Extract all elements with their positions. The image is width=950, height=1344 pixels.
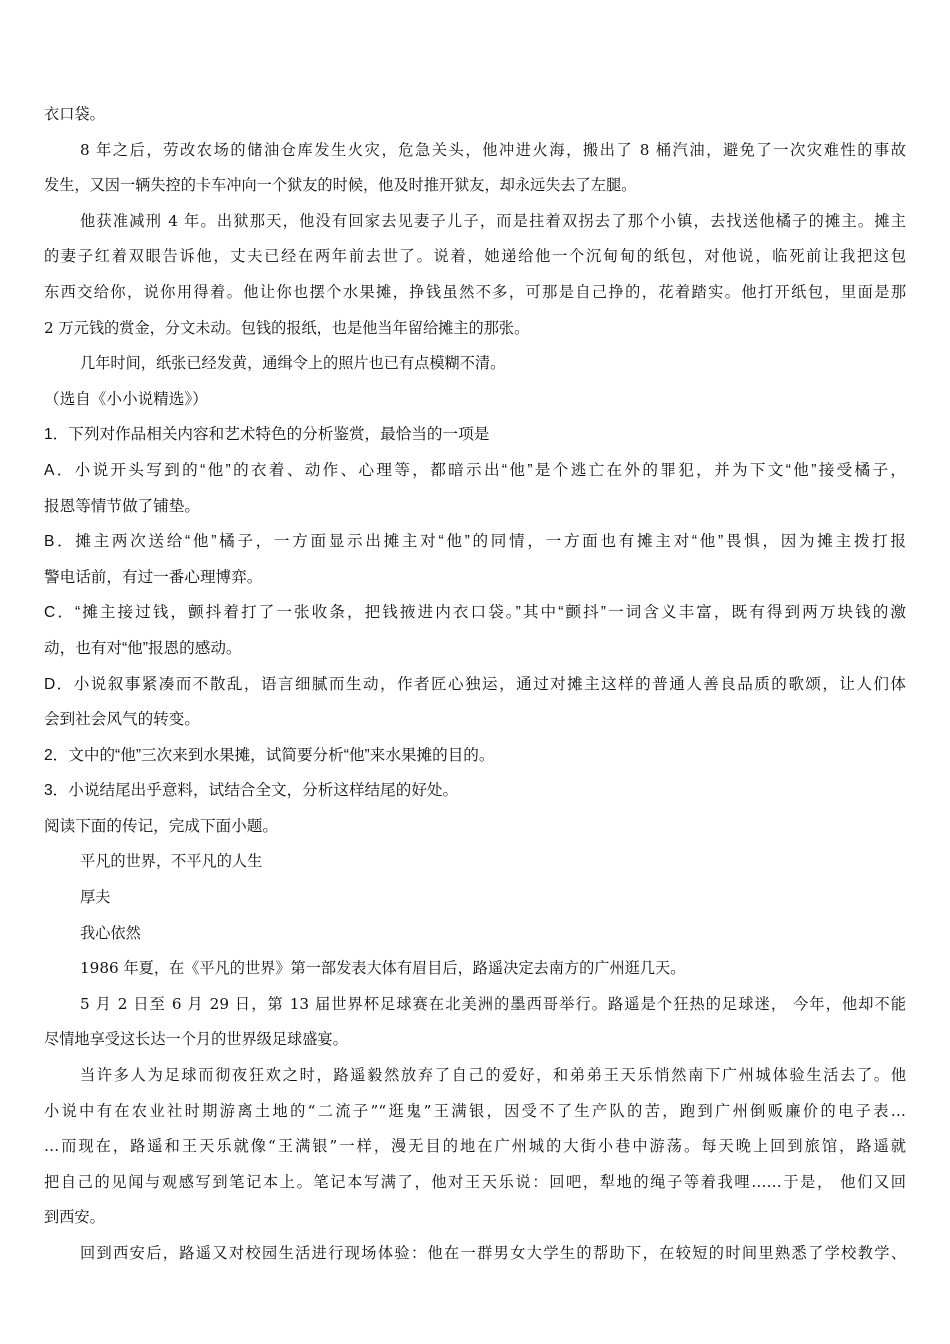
paragraph-line: 5 月 2 日至 6 月 29 日，第 13 届世界杯足球赛在北美洲的墨西哥举行。路遥是个狂热的足球迷， 今年，他却不能 xyxy=(80,994,906,1013)
paragraph-1986: 1986 年夏，在《平凡的世界》第一部发表大体有眉目后，路遥决定去南方的广州逛几天。 xyxy=(80,959,686,978)
question-3: 3．小说结尾出乎意料，试结合全文，分析这样结尾的好处。 xyxy=(44,782,459,800)
paragraph-line: …而现在，路遥和王天乐就像“王满银”一样，漫无目的地在广州城的大街小巷中游荡。每天晚上回到旅馆，路遥就 xyxy=(44,1137,906,1156)
option-line: B．摊主两次送给“他”橘子，一方面显示出摊主对“他”的同情，一方面也有摊主对“他”畏惧，因为摊主拨打报 xyxy=(44,533,906,551)
paragraph-xian: 回到西安后，路遥又对校园生活进行现场体验：他在一群男女大学生的帮助下，在较短的时间里熟悉了学校教学、 xyxy=(80,1244,906,1262)
biography-title: 平凡的世界，不平凡的人生 xyxy=(80,852,263,871)
paragraph-worldcup xyxy=(44,987,906,1058)
option-c xyxy=(44,595,906,666)
paragraph-line: 发生，又因一辆失控的卡车冲向一个狱友的时候，他及时推开狱友，却永远失去了左腿。 xyxy=(44,176,637,195)
paragraph-guangzhou xyxy=(44,1058,906,1236)
source-citation: （选自《小小说精选》） xyxy=(44,390,208,408)
paragraph-line: 2 万元钱的赏金，分文未动。包钱的报纸，也是他当年留给摊主的那张。 xyxy=(44,318,530,337)
paragraph-line: 尽情地享受这长达一个月的世界级足球盛宴。 xyxy=(44,1030,348,1049)
biography-author: 厚夫 xyxy=(80,888,111,907)
option-line: 动，也有对“他”报恩的感动。 xyxy=(44,639,242,657)
option-line: 报恩等情节做了铺垫。 xyxy=(44,497,200,515)
biography-section-heading: 我心依然 xyxy=(80,923,141,942)
paragraph-line: 的妻子红着双眼告诉他，丈夫已经在两年前去世了。说着，她递给他一个沉甸甸的纸包，对他说，临死前让我把这包 xyxy=(44,247,906,266)
reading-instruction: 阅读下面的传记，完成下面小题。 xyxy=(44,817,278,835)
story-continuation-line: 衣口袋。 xyxy=(44,105,105,123)
option-line: 会到社会风气的转变。 xyxy=(44,711,200,729)
paragraph-line: 他获准减刑 4 年。出狱那天，他没有回家去见妻子儿子，而是拄着双拐去了那个小镇，去找送他橘子的摊主。摊主 xyxy=(80,211,906,230)
paragraph-years: 几年时间，纸张已经发黄，通缉令上的照片也已有点模糊不清。 xyxy=(80,354,506,373)
question-2: 2．文中的“他”三次来到水果摊，试简要分析“他”来水果摊的目的。 xyxy=(44,746,495,764)
paragraph-fire xyxy=(44,133,906,204)
option-line: C．“摊主接过钱，颤抖着打了一张收条，把钱掖进内衣口袋。”其中“颤抖”一词含义丰富，既有得到两万块钱的激 xyxy=(44,604,906,622)
paragraph-release xyxy=(44,204,906,346)
paragraph-line: 到西安。 xyxy=(44,1208,105,1227)
paragraph-line: 小说中有在农业社时期游离土地的“二流子”“逛鬼”王满银，因受不了生产队的苦，跑到广州倒贩廉价的电子表… xyxy=(44,1101,906,1120)
paragraph-line: 把自己的见闻与观感写到笔记本上。笔记本写满了，他对王天乐说：回吧，犁地的绳子等着我哩……于是， 他们又回 xyxy=(44,1172,906,1191)
question-1-stem: 1．下列对作品相关内容和艺术特色的分析鉴赏，最恰当的一项是 xyxy=(44,426,490,444)
option-line: A．小说开头写到的“他”的衣着、动作、心理等，都暗示出“他”是个逃亡在外的罪犯，并为下文“他”接受橘子， xyxy=(44,461,906,479)
paragraph-line: 东西交给你，说你用得着。他让你也摆个水果摊，挣钱虽然不多，可那是自己挣的，花着踏实。他打开纸包，里面是那 xyxy=(44,282,906,301)
option-line: 警电话前，有过一番心理博弈。 xyxy=(44,568,263,586)
option-b xyxy=(44,524,906,595)
paragraph-line: 8 年之后，劳改农场的储油仓库发生火灾，危急关头，他冲进火海，搬出了 8 桶汽油，避免了一次灾难性的事故 xyxy=(80,140,906,159)
biography-block xyxy=(44,809,906,1272)
option-a xyxy=(44,453,906,524)
questions-block xyxy=(44,417,906,809)
paragraph-line: 当许多人为足球而彻夜狂欢之时，路遥毅然放弃了自己的爱好，和弟弟王天乐悄然南下广州城体验生活去了。他 xyxy=(80,1066,906,1085)
option-line: D．小说叙事紧凑而不散乱，语言细腻而生动，作者匠心独运，通过对摊主这样的普通人善良品质的歌颂，让人们体 xyxy=(44,675,906,693)
option-d xyxy=(44,667,906,738)
